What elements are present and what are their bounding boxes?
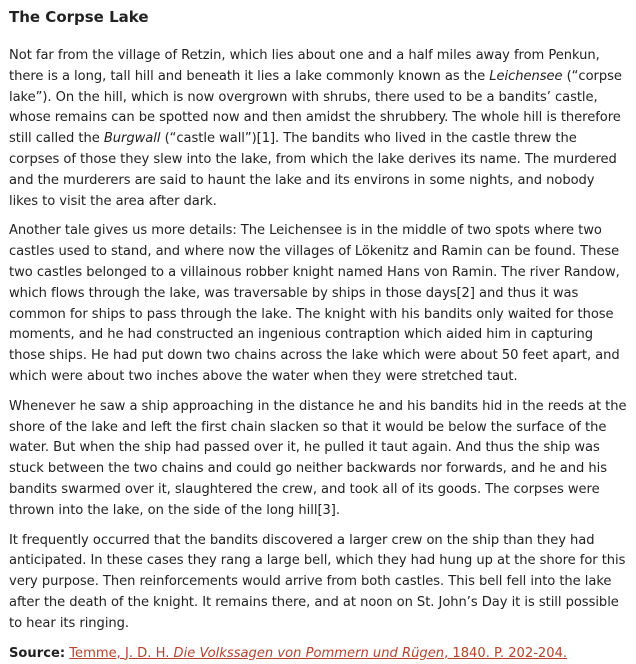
source-citation — [9, 644, 627, 664]
term-burgwall: Burgwall — [103, 131, 161, 147]
source-link-book-title: Die Volkssagen von Pommern und Rügen — [173, 645, 445, 661]
paragraph-3: Whenever he saw a ship approaching in the distance he and his bandits hid in the reeds at the shore of the lake and left the first chain slacken so that it would be below the surface of the water. But when the ship had passed over it, he pulled it taut again. And thus the ship was stuck between the two chains and could go neither backwards nor forwards, and he and his bandits swarmed over it, slaughtered the crew, and took all of its goods. The corpses were thrown into the lake, on the side of the long hill[3]. — [9, 398, 627, 518]
paragraph-1-text-a: Not far from the village of Retzin, which lies about one and a half miles away from Penkun, there is a long, tall hill and beneath it lies a lake commonly known as the — [9, 48, 600, 84]
paragraph-2: Another tale gives us more details: The Leichensee is in the middle of two spots where two castles used to stand, and where now the villages of Lökenitz and Ramin can be found. These two castles belonged to a villainous robber knight named Hans von Ramin. The river Randow, which flows through the lake, was traversable by ships in those days[2] and thus it was common for ships to pass through the lake. The knight with his bandits only waited for those moments, and he had constructed an ingenious contraption which aided him in capturing those ships. He had put down two chains across the lake which were about 50 feet apart, and which were about two inches above the water when they were stretched taut. — [9, 223, 620, 384]
page-title: The Corpse Lake — [9, 8, 149, 26]
source-link-text-b: , 1840. P. 202-204. — [444, 645, 568, 661]
paragraph-1-text-b: (“corpse lake”). On the hill, which is now overgrown with shrubs, there used to be a bandits’ castle, whose remains can be spotted now and then amidst the shrubbery. The whole hill is therefore still called the — [9, 68, 622, 147]
source-link-text-a: Temme, J. D. H. — [69, 645, 174, 661]
source-label: Source: — [9, 645, 66, 661]
term-leichensee: Leichensee — [489, 68, 563, 84]
paragraph-4: It frequently occurred that the bandits discovered a larger crew on the ship than they had anticipated. In these cases they rang a large bell, which they had hung up at the shore for this very purpose. Then reinforcements would arrive from both castles. This bell fell into the lake after the death of the knight. It remains there, and at noon on St. John’s Day it is still possible to hear its ringing. — [9, 532, 626, 631]
paragraph-1-text-c: (“castle wall”)[1]. The bandits who lived in the castle threw the corpses of those they slew into the lake, from which the lake derives its name. The murdered and the murderers are said to haunt the lake and its environs in some nights, and nobody likes to visit the area after dark. — [9, 131, 617, 209]
paragraph-1 — [9, 46, 627, 212]
source-link[interactable] — [69, 646, 567, 661]
